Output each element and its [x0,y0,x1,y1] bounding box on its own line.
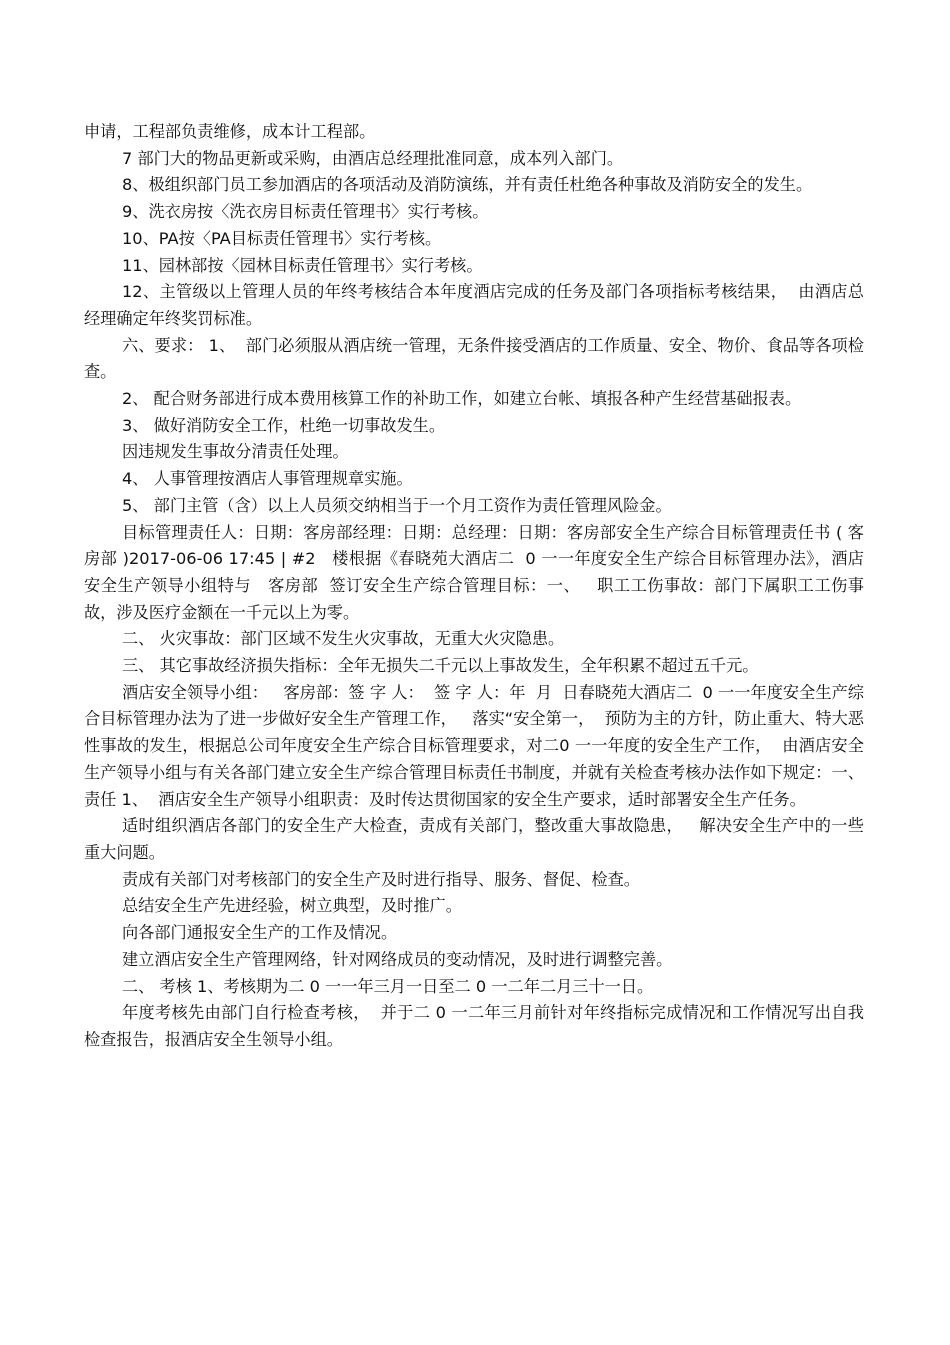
paragraph-6: 11、园林部按〈园林目标责任管理书〉实行考核。 [122,255,483,275]
paragraph-23: 二、 考核 1、考核期为二 0 一一年三月一日至二 0 一二年二月三十一日。 [122,976,654,996]
paragraph-18: 适时组织酒店各部门的安全生产大检查，责成有关部门，整改重大事故隐患， 解决安全生产中的一些重大问题。 [84,816,864,862]
paragraph-24: 年度考核先由部门自行检查考核， 并于二 0 一二年三月前针对年终指标完成情况和工作情况写出自我检查报告，报酒店安全生领导小组。 [84,1003,864,1049]
paragraph-11: 因违规发生事故分清责任处理。 [122,442,349,462]
paragraph-8: 六、要求： 1、 部门必须服从酒店统一管理，无条件接受酒店的工作质量、安全、物价、食品等各项检查。 [84,335,864,382]
paragraph-22: 建立酒店安全生产管理网络，针对网络成员的变动情况，及时进行调整完善。 [122,949,673,969]
paragraph-1: 申请，工程部负责维修，成本计工程部。 [84,122,376,141]
paragraph-10: 3、 做好消防安全工作，杜绝一切事故发生。 [122,415,446,435]
paragraph-9: 2、 配合财务部进行成本费用核算工作的补助工作，如建立台帐、填报各种产生经营基础报表。 [122,389,802,409]
paragraph-21: 向各部门通报安全生产的工作及情况。 [122,923,398,943]
paragraph-16: 三、 其它事故经济损失指标：全年无损失二千元以上事故发生，全年积累不超过五千元。 [122,656,759,676]
paragraph-13: 5、 部门主管（含）以上人员须交纳相当于一个月工资作为责任管理风险金。 [122,495,672,515]
paragraph-5: 10、PA按〈PA目标责任管理书〉实行考核。 [122,228,442,248]
paragraph-7: 12、主管级以上管理人员的年终考核结合本年度酒店完成的任务及部门各项指标考核结果， 由酒店总经理确定年终奖罚标准。 [84,282,864,328]
document-body [84,119,880,1054]
paragraph-17: 酒店安全领导小组： 客房部：签 字 人： 签 字 人：年 月 日春晓苑大酒店二 0 一一年度安全生产综合目标管理办法为了进一步做好安全生产管理工作， 落实“安全第一， 预防为主的方针，防止重大、特大恶性事故的发生，根据总公司年度安全生产综合目标管理要求，对二0 一一年度的安全生产工作， 由酒店安全生产领导小组与有关各部门建立安全生产综合管理目标责任书制度，并就有关检查考核办法作如下规定：一、 责任 1、 酒店安全生产领导小组职责：及时传达贯彻国家的安全生产要求，适时部署安全生产任务。 [84,682,880,809]
paragraph-2: 7 部门大的物品更新或采购，由酒店总经理批准同意，成本列入部门。 [122,148,624,168]
paragraph-3: 8、极组织部门员工参加酒店的各项活动及消防演练，并有责任杜绝各种事故及消防安全的发生。 [122,175,813,195]
paragraph-19: 责成有关部门对考核部门的安全生产及时进行指导、服务、督促、检查。 [122,869,640,889]
paragraph-14: 目标管理责任人：日期：客房部经理：日期：总经理：日期：客房部安全生产综合目标管理责任书 ( 客房部 )2017-06-06 17:45 | #2 楼根据《春晓苑大酒店二 0 一一年度安全生产综合目标管理办法》，酒店安全生产领导小组特与 客房部 签订安全生产综合管理目标：一、 职工工伤事故：部门下属职工工伤事故，涉及医疗金额在一千元以上为零。 [84,522,864,622]
paragraph-15: 二、 火灾事故：部门区域不发生火灾事故，无重大火灾隐患。 [122,629,565,649]
paragraph-4: 9、洗衣房按〈洗衣房目标责任管理书〉实行考核。 [122,202,489,222]
paragraph-20: 总结安全生产先进经验，树立典型，及时推广。 [122,896,462,916]
paragraph-12: 4、 人事管理按酒店人事管理规章实施。 [122,469,413,489]
